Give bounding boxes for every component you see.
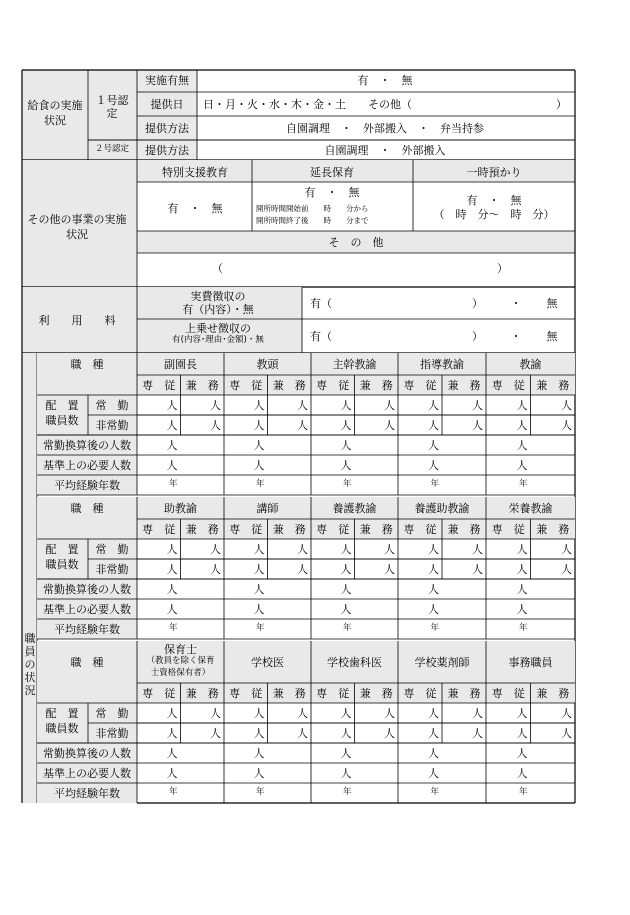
required-label: 基準上の必要人数 [43,603,131,616]
unit-person: 人 [210,727,221,740]
job-title: 事務職員 [508,655,553,669]
special-support-label: 特別支援教育 [162,166,228,179]
unit-person: 人 [210,543,221,556]
concurrent-label: 兼 務 [359,523,393,536]
unit-person: 人 [166,399,178,412]
concurrent-label: 兼 務 [447,523,481,536]
other-label: その他の事業の実施状況 [27,213,127,241]
concurrent-label: 兼 務 [185,523,219,536]
unit-person: 人 [340,563,352,576]
full-dedicated-label: 専 従 [229,687,263,700]
unit-year: 年 [168,787,178,797]
unit-year: 年 [430,623,439,633]
job-title: 養護助教諭 [414,501,470,515]
unit-person: 人 [166,707,178,720]
full-dedicated-label: 専 従 [403,687,437,700]
unit-year: 年 [342,623,352,633]
concurrent-label: 兼 務 [359,379,393,392]
other-misc-label: そ の 他 [328,236,384,249]
unit-person: 人 [516,543,528,556]
unit-person: 人 [166,583,178,596]
fee2-close: ） [472,330,483,343]
unit-person: 人 [516,563,528,576]
concurrent-label: 兼 務 [272,379,306,392]
full-dedicated-label: 専 従 [316,523,350,536]
unit-person: 人 [384,543,395,556]
unit-person: 人 [253,419,265,432]
placement-label-2: 職員数 [45,722,79,735]
shaded-cell [37,641,137,703]
unit-person: 人 [340,767,352,780]
unit-person: 人 [253,459,265,472]
unit-person: 人 [428,583,439,596]
unit-person: 人 [428,543,439,556]
experience-label: 平均経験年数 [54,787,120,800]
extended-after: 開所時間終了後 時 分まで [256,216,369,225]
placement-label: 配 置 [45,399,79,412]
unit-person: 人 [428,399,439,412]
parttime-label: 非常勤 [95,727,129,740]
fee2-label-b: 有(内容･理由･金額)・無 [172,335,264,345]
job-title: 養護教諭 [332,501,377,515]
unit-person: 人 [384,399,395,412]
job-title: 教諭 [519,357,542,371]
concurrent-label: 兼 務 [272,523,306,536]
unit-year: 年 [342,787,352,797]
unit-year: 年 [430,479,439,489]
unit-person: 人 [253,563,265,576]
impl-label: 実施有無 [145,74,189,87]
job-childcare-note: （教員を除く保育 [146,656,215,666]
unit-person: 人 [253,727,265,740]
unit-person: 人 [253,439,265,452]
unit-person: 人 [253,767,265,780]
unit-person: 人 [166,767,178,780]
job-title: 主幹教諭 [332,357,377,371]
unit-person: 人 [210,399,221,412]
unit-year: 年 [518,623,528,633]
unit-person: 人 [297,563,308,576]
unit-person: 人 [428,419,439,432]
fee2-dot: ・ [510,330,522,343]
unit-year: 年 [255,479,265,489]
concurrent-label: 兼 務 [536,379,570,392]
fulltime-label: 常 勤 [95,707,129,720]
unit-person: 人 [428,747,439,760]
unit-person: 人 [384,563,395,576]
unit-person: 人 [516,707,528,720]
placement-label: 配 置 [45,707,79,720]
unit-person: 人 [253,707,265,720]
temporary-care-label: 一時預かり [466,166,522,179]
concurrent-label: 兼 務 [185,379,219,392]
unit-person: 人 [297,707,308,720]
unit-person: 人 [253,603,265,616]
unit-person: 人 [340,603,352,616]
fee1-dot: ・ [510,297,522,310]
unit-person: 人 [428,603,439,616]
impl-value: 有 ・ 無 [357,74,413,87]
unit-person: 人 [516,727,528,740]
fee1-label-a: 実費徴収の [190,290,246,303]
unit-person: 人 [516,399,528,412]
unit-year: 年 [518,479,528,489]
unit-person: 人 [340,543,352,556]
concurrent-label: 兼 務 [185,687,219,700]
unit-person: 人 [472,563,483,576]
unit-person: 人 [166,603,178,616]
job-title: 指導教諭 [420,357,464,371]
method-label: 提供方法 [145,122,189,135]
meal-label: 給食の実施状況 [27,99,83,127]
job-title: 学校薬剤師 [414,655,470,669]
unit-person: 人 [384,707,395,720]
unit-person: 人 [340,747,352,760]
special-support-value: 有 ・ 無 [167,202,223,215]
days-close: ） [556,98,567,111]
job-type-label: 職 種 [70,357,104,371]
fulltime-label: 常 勤 [95,399,129,412]
fte-label: 常勤換算後の人数 [43,747,131,760]
unit-person: 人 [166,419,178,432]
unit-person: 人 [472,707,483,720]
unit-person: 人 [516,767,528,780]
days-value: 日・月・火・水・木・金・土 その他（ [203,98,412,111]
extended-care-value: 有 ・ 無 [304,186,360,199]
fee1-label-b: 有（内容）・無 [182,303,254,316]
job-title: 教頭 [256,357,279,371]
full-dedicated-label: 専 従 [229,523,263,536]
experience-label: 平均経験年数 [54,479,120,492]
full-dedicated-label: 専 従 [316,687,350,700]
fulltime-label: 常 勤 [95,543,129,556]
unit-person: 人 [253,583,265,596]
unit-person: 人 [297,727,308,740]
fte-label: 常勤換算後の人数 [43,439,131,452]
fee2-label-a: 上乗せ徴収の [185,322,251,335]
full-dedicated-label: 専 従 [142,523,176,536]
unit-person: 人 [428,767,439,780]
extended-before: 開所時間開始前 時 分から [256,204,369,213]
job-type-label: 職 種 [70,655,104,669]
unit-year: 年 [342,479,352,489]
concurrent-label: 兼 務 [272,687,306,700]
unit-person: 人 [166,747,178,760]
unit-person: 人 [340,439,352,452]
extended-care-label: 延長保育 [310,166,354,179]
unit-year: 年 [168,623,178,633]
full-dedicated-label: 専 従 [403,379,437,392]
days-label: 提供日 [150,98,184,111]
temporary-value: 有 ・ 無 [466,194,522,207]
unit-person: 人 [516,459,528,472]
unit-year: 年 [255,623,265,633]
unit-person: 人 [210,419,221,432]
unit-person: 人 [428,727,439,740]
unit-person: 人 [340,399,352,412]
unit-person: 人 [561,563,572,576]
unit-person: 人 [561,543,572,556]
placement-label-2: 職員数 [45,558,79,571]
unit-person: 人 [166,543,178,556]
method2-value: 自園調理 ・ 外部搬入 [324,144,446,157]
unit-person: 人 [384,727,395,740]
unit-person: 人 [253,747,265,760]
full-dedicated-label: 専 従 [316,379,350,392]
unit-person: 人 [297,399,308,412]
job-title: 栄養教諭 [508,501,553,515]
unit-person: 人 [472,727,483,740]
cert2-label: ２号認定 [94,144,130,154]
unit-person: 人 [384,419,395,432]
temporary-time: （ 時 分～ 時 分） [433,208,555,221]
job-childcare-note-2: 士資格保有者） [150,668,211,678]
unit-person: 人 [297,419,308,432]
cert1-label: １号認定 [95,94,129,120]
unit-person: 人 [340,727,352,740]
unit-person: 人 [297,543,308,556]
unit-person: 人 [340,419,352,432]
unit-person: 人 [516,603,528,616]
other-close: ） [497,262,508,275]
unit-person: 人 [428,459,439,472]
fee1-none: 無 [546,297,558,310]
unit-year: 年 [168,479,178,489]
staff-label: 職員の状況 [24,632,36,697]
fees-label: 利 用 料 [38,314,116,327]
concurrent-label: 兼 務 [536,523,570,536]
unit-person: 人 [253,543,265,556]
placement-label: 配 置 [45,543,79,556]
required-label: 基準上の必要人数 [43,459,131,472]
full-dedicated-label: 専 従 [142,379,176,392]
shaded-cell [22,353,37,803]
unit-person: 人 [340,707,352,720]
full-dedicated-label: 専 従 [403,523,437,536]
unit-person: 人 [340,459,352,472]
unit-person: 人 [210,707,221,720]
job-title: 学校歯科医 [327,655,382,669]
unit-year: 年 [430,787,439,797]
unit-year: 年 [255,787,265,797]
job-title: 講師 [256,501,279,515]
method2-label: 提供方法 [145,144,189,157]
unit-year: 年 [518,787,528,797]
experience-label: 平均経験年数 [54,623,120,636]
unit-person: 人 [561,399,572,412]
job-title: 助教諭 [164,501,197,515]
job-childcare: 保育士 [164,643,197,656]
fee1-close: ） [472,297,483,310]
full-dedicated-label: 専 従 [491,379,525,392]
full-dedicated-label: 専 従 [491,687,525,700]
unit-person: 人 [561,727,572,740]
other-open: （ [212,262,223,275]
parttime-label: 非常勤 [95,419,129,432]
required-label: 基準上の必要人数 [43,767,131,780]
method1-value: 自園調理 ・ 外部搬入 ・ 弁当持参 [286,122,484,135]
unit-person: 人 [472,543,483,556]
unit-person: 人 [210,563,221,576]
unit-person: 人 [516,583,528,596]
job-title: 副園長 [164,357,197,371]
fte-label: 常勤換算後の人数 [43,583,131,596]
full-dedicated-label: 専 従 [142,687,176,700]
job-title: 学校医 [251,655,284,669]
unit-person: 人 [428,439,439,452]
unit-person: 人 [472,399,483,412]
unit-person: 人 [516,439,528,452]
fee1-yes: 有（ [310,297,332,310]
full-dedicated-label: 専 従 [229,379,263,392]
fee2-none: 無 [546,330,558,343]
fee2-yes: 有（ [310,330,332,343]
job-type-label: 職 種 [70,501,104,515]
unit-person: 人 [472,419,483,432]
unit-person: 人 [516,747,528,760]
unit-person: 人 [166,459,178,472]
concurrent-label: 兼 務 [359,687,393,700]
unit-person: 人 [253,399,265,412]
unit-person: 人 [428,563,439,576]
concurrent-label: 兼 務 [536,687,570,700]
placement-label-2: 職員数 [45,414,79,427]
unit-person: 人 [166,727,178,740]
parttime-label: 非常勤 [95,563,129,576]
full-dedicated-label: 専 従 [491,523,525,536]
unit-person: 人 [516,419,528,432]
unit-person: 人 [166,439,178,452]
unit-person: 人 [340,583,352,596]
unit-person: 人 [166,563,178,576]
unit-person: 人 [561,707,572,720]
concurrent-label: 兼 務 [447,687,481,700]
unit-person: 人 [428,707,439,720]
unit-person: 人 [561,419,572,432]
concurrent-label: 兼 務 [447,379,481,392]
